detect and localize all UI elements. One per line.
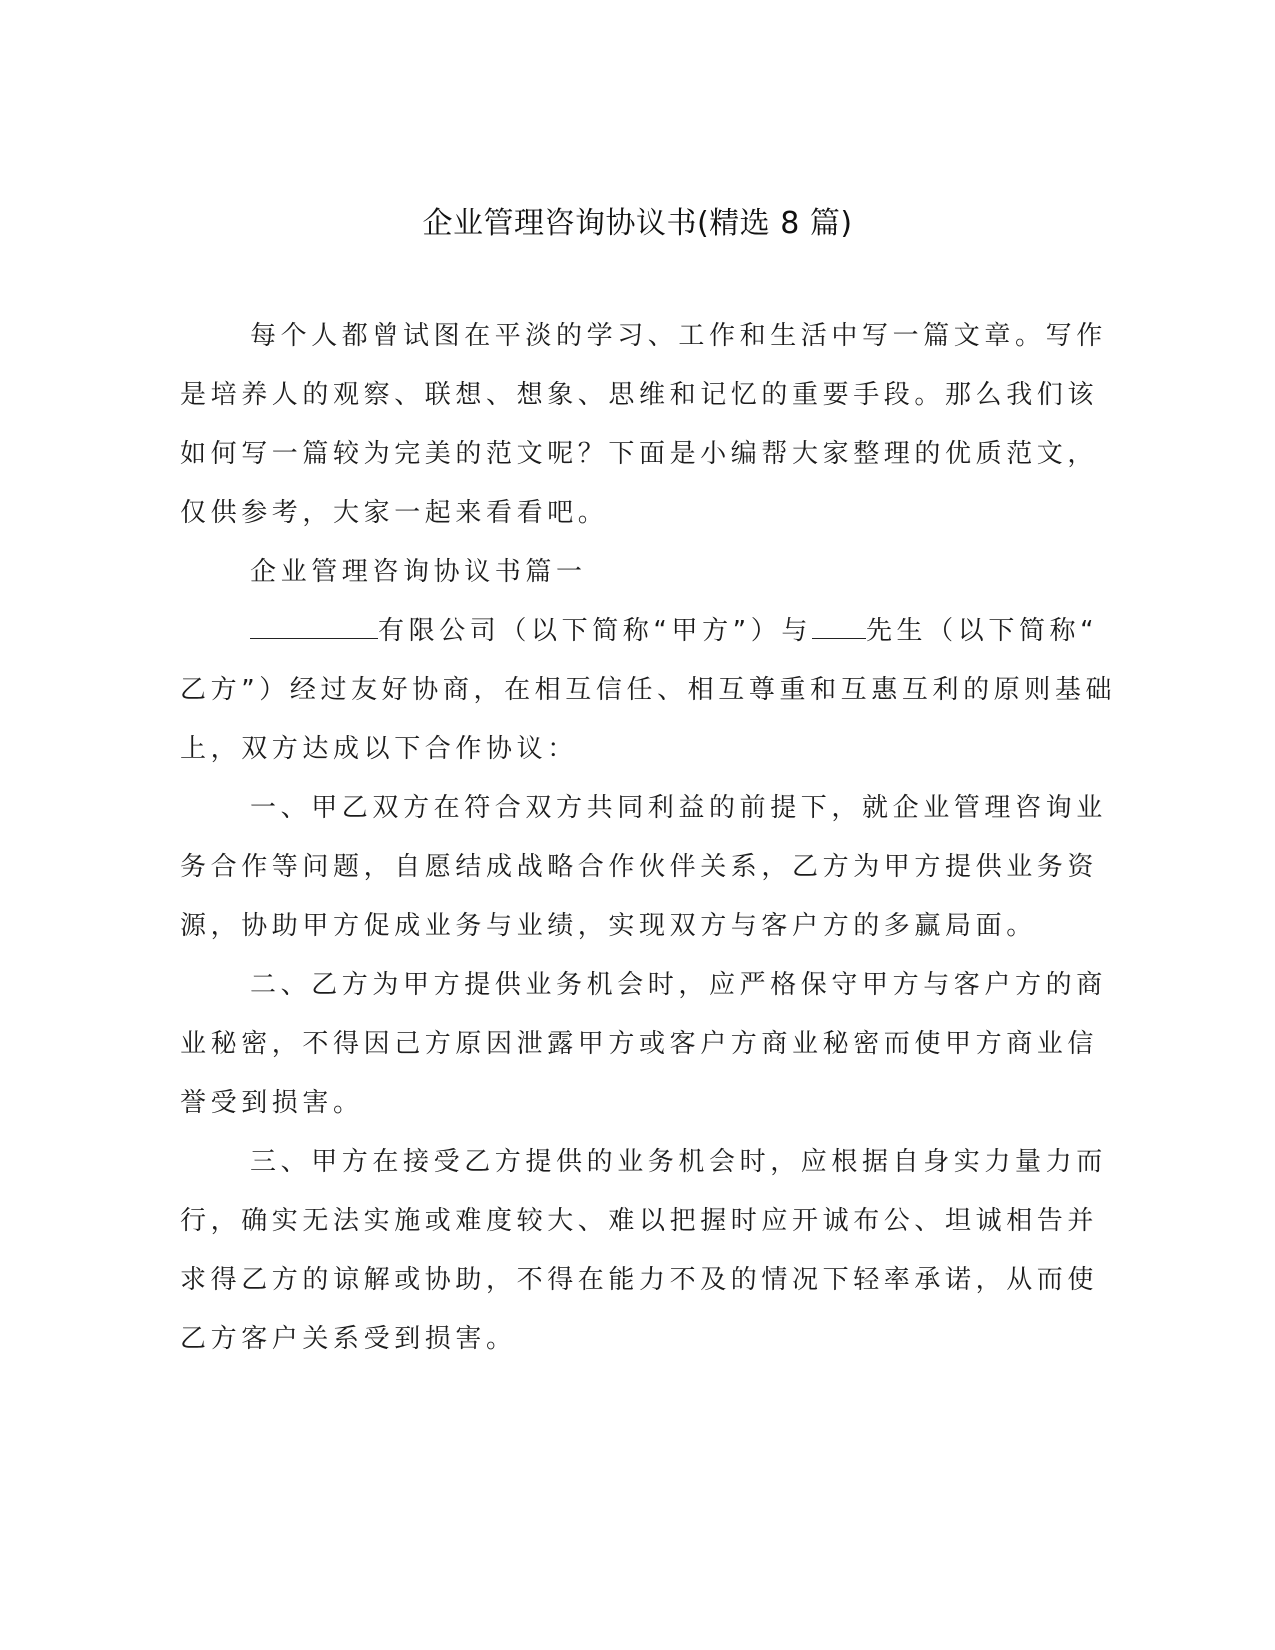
clause-2-line-2: 业秘密，不得因己方原因泄露甲方或客户方商业秘密而使甲方商业信: [180, 1029, 1099, 1059]
parties-line-3: 上，双方达成以下合作协议：: [180, 734, 578, 764]
intro-line-3: 如何写一篇较为完美的范文呢？下面是小编帮大家整理的优质范文，: [180, 439, 1099, 469]
clause-3-line-2: 行，确实无法实施或难度较大、难以把握时应开诚布公、坦诚相告并: [180, 1206, 1099, 1236]
intro-line-1: 每个人都曾试图在平淡的学习、工作和生活中写一篇文章。写作: [250, 321, 1107, 351]
clause-1-line-3: 源，协助甲方促成业务与业绩，实现双方与客户方的多赢局面。: [180, 911, 1037, 941]
parties-line-1: [0, 611, 1275, 651]
clause-2-line-3: 誉受到损害。: [180, 1088, 364, 1118]
clause-3-line-4: 乙方客户关系受到损害。: [180, 1324, 517, 1354]
section-heading: 企业管理咨询协议书篇一: [250, 557, 587, 587]
intro-line-2: 是培养人的观察、联想、想象、思维和记忆的重要手段。那么我们该: [180, 380, 1099, 410]
clause-3-line-1: 三、甲方在接受乙方提供的业务机会时，应根据自身实力量力而: [250, 1147, 1107, 1177]
clause-2-line-1: 二、乙方为甲方提供业务机会时，应严格保守甲方与客户方的商: [250, 970, 1107, 1000]
document-title: 企业管理咨询协议书(精选 8 篇): [422, 206, 853, 241]
parties-text-1: 有限公司（以下简称“甲方”）与: [378, 616, 812, 646]
clause-1-line-1: 一、甲乙双方在符合双方共同利益的前提下，就企业管理咨询业: [250, 793, 1107, 823]
person-name-blank: [812, 612, 866, 639]
parties-line-2: 乙方”）经过友好协商，在相互信任、相互尊重和互惠互利的原则基础: [180, 675, 1117, 705]
parties-text-2: 先生（以下简称“: [865, 616, 1099, 646]
intro-line-4: 仅供参考，大家一起来看看吧。: [180, 498, 609, 528]
company-name-blank: [250, 612, 378, 639]
clause-3-line-3: 求得乙方的谅解或协助，不得在能力不及的情况下轻率承诺，从而使: [180, 1265, 1099, 1295]
clause-1-line-2: 务合作等问题，自愿结成战略合作伙伴关系，乙方为甲方提供业务资: [180, 852, 1099, 882]
